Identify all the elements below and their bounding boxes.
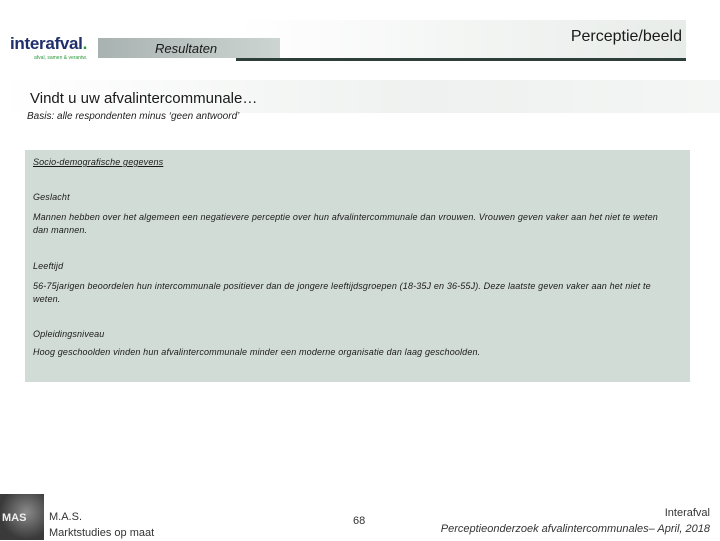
education-label: Opleidingsniveau <box>33 329 105 339</box>
footer-company-tagline: Marktstudies op maat <box>49 527 155 539</box>
section-label: Resultaten <box>155 41 218 56</box>
footer-company <box>49 509 154 541</box>
mas-logo-text: MAS <box>2 512 27 524</box>
footer-company-name: M.A.S. <box>49 511 83 523</box>
logo-dot: . <box>82 34 88 53</box>
age-label: Leeftijd <box>33 261 64 271</box>
footer-study: Perceptieonderzoek afvalintercommunales– April, 2018 <box>440 523 710 535</box>
age-text: 56-75jarigen beoordelen hun intercommunale positiever dan de jongere leeftijdsgroepen (18-35J en 36-55J). Deze laatste geven vaker aan het niet te weten. <box>33 281 651 304</box>
gender-text: Mannen hebben over het algemeen een negatievere perceptie over hun afvalintercommunale dan vrouwen. Vrouwen geven vaker aan het niet te weten dan mannen. <box>33 212 658 235</box>
logo-wordmark: interafval <box>10 34 83 53</box>
gender-label: Geslacht <box>33 192 70 202</box>
basis-text: Basis: alle respondenten minus ‘geen antwoord’ <box>27 111 240 122</box>
findings-panel <box>25 150 690 382</box>
education-text: Hoog geschoolden vinden hun afvalintercommunale minder een moderne organisatie dan laag geschoolden. <box>33 347 481 357</box>
logo-tagline: afval, samen & verantw. <box>34 55 88 61</box>
footer-source <box>441 505 710 537</box>
footer-client: Interafval <box>664 507 710 519</box>
question-text: Vindt u uw afvalintercommunale… <box>30 90 258 107</box>
page-number: 68 <box>353 515 366 527</box>
page-title: Perceptie/beeld <box>570 28 682 45</box>
interafval-logo <box>10 34 87 54</box>
findings-section-title: Socio-demografische gegevens <box>33 157 164 167</box>
